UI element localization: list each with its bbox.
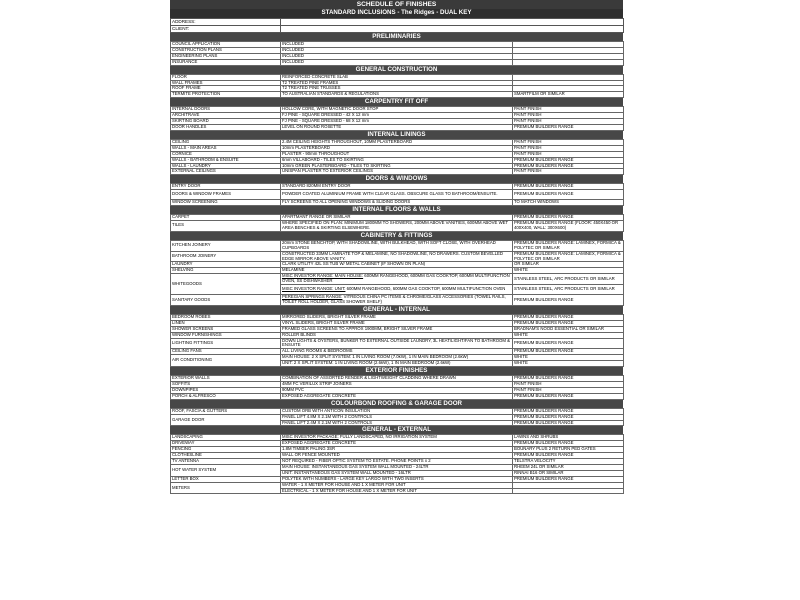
description-cell: ROLLER BLINDS — [281, 332, 513, 338]
finish-cell: PREMIUM BUILDERS RANGE — [513, 163, 624, 169]
table-row — [171, 59, 624, 65]
item-cell: AIR CONDITIONING — [171, 355, 281, 367]
description-cell: UNIT: INSTANTANEOUS GAS SYSTEM WALL MOUNTED - 16LTR — [281, 470, 513, 476]
schedule-sheet — [170, 0, 623, 494]
description-cell: PANEL LIFT 4.8M X 2.1M WITH 2 CONTROLS — [281, 414, 513, 420]
description-cell: MAIN HOUSE: INSTANTANEOUS GAS SYSTEM WALL MOUNTED - 24LTR — [281, 464, 513, 470]
description-cell: 6mm VILLABOARD - TILES TO SKIRTING — [281, 157, 513, 163]
item-cell: COUNCIL APPLICATION — [171, 42, 281, 48]
item-cell: SHOWER SCREENS — [171, 326, 281, 332]
description-rest: FULLY LANDSCAPED, NO IRRIGATION SYSTEM — [338, 434, 437, 440]
finish-cell: PREMIUM BUILDERS RANGE — [513, 190, 624, 200]
finish-cell: PREMIUM BUILDERS RANGE: LAMINEX, FORMICA & POLYTEC OR SIMILAR — [513, 240, 624, 251]
finish-cell: RHEEM 24L OR SIMILAR — [513, 464, 624, 470]
finish-cell: LAWNS AND SHRUBS — [513, 435, 624, 441]
section-header: GENERAL - INTERNAL — [170, 306, 623, 314]
table-row — [171, 124, 624, 130]
finish-cell: OR SIMILAR — [513, 262, 624, 268]
item-cell: TV ANTENNA — [171, 459, 281, 465]
finish-cell — [513, 59, 624, 65]
finish-cell: WHITE — [513, 361, 624, 367]
description-cell: STANDARD 820MM ENTRY DOOR — [281, 184, 513, 190]
table-row — [171, 190, 624, 200]
item-cell: LANDSCAPING — [171, 435, 281, 441]
address-row — [171, 19, 624, 26]
client-row — [171, 26, 624, 33]
client-value[interactable] — [281, 26, 624, 33]
description-cell: 90MM PVC — [281, 387, 513, 393]
item-cell: INSURANCE — [171, 59, 281, 65]
section-header: EXTERIOR FINISHES — [170, 367, 623, 375]
item-cell: ENGINEERING PLANS — [171, 53, 281, 59]
item-cell: FLOOR — [171, 74, 281, 80]
section-header: GENERAL - EXTERNAL — [170, 426, 623, 434]
section-table — [170, 408, 624, 427]
description-cell: CONSTRUCTED 33MM LAMINATE TOP & MELAMINE, NO SHADOWLINE, NO DRAWERS. CUSTOM BEVELLED EDGE MIRROR ABOVE VANITY. — [281, 251, 513, 262]
section-table — [170, 139, 624, 175]
section-table — [170, 375, 624, 400]
table-row — [171, 200, 624, 206]
description-cell: POWDER COATED ALUMINIUM FRAME WITH CLEAR GLASS. OBSCURE GLASS TO BATHROOM/ENSUITE. — [281, 190, 513, 200]
description-cell: ELECTRICAL - 1 X METER FOR HOUSE AND 1 X METER FOR UNIT — [281, 488, 513, 494]
item-cell: DOOR HANDLES — [171, 124, 281, 130]
description-cell: FRAMED GLASS SCREENS TO APPROX 1900MM, BRIGHT SILVER FRAME — [281, 326, 513, 332]
finish-cell: STAINLESS STEEL, ARC PRODUCTS OR SIMILAR — [513, 285, 624, 295]
schedule-title: SCHEDULE OF FINISHES — [170, 0, 623, 9]
description-cell: UNISPAN PLASTER TO EXTERIOR CEILINGS — [281, 169, 513, 175]
description-cell: FJ PINE - SQUARE DRESSED - 42 X 12 mm — [281, 113, 513, 119]
description-cell: WATER - 1 X METER FOR HOUSE AND 1 X METER FOR UNIT — [281, 482, 513, 488]
item-cell: DOORS & WINDOW FRAMES — [171, 190, 281, 200]
section-header: INTERNAL FLOORS & WALLS — [170, 206, 623, 214]
item-cell: CLOTHESLINE — [171, 453, 281, 459]
section-header: INTERNAL LININGS — [170, 131, 623, 139]
finish-cell: PREMIUM BUILDERS RANGE — [513, 414, 624, 420]
description-underlined: PEREGIAN SPRINGS RANGE: — [282, 294, 343, 300]
item-cell: SKIRTING BOARD — [171, 119, 281, 125]
description-cell: MAIN HOUSE: 2 X SPLIT SYSTEM: 1 IN LIVING ROOM (7.0kW), 1 IN MAIN BEDROOM (2.6kW) — [281, 355, 513, 361]
description-cell: 2.4M CEILING HEIGHTS THROUGHOUT, 10MM PLASTERBOARD — [281, 139, 513, 145]
description-cell: NOT REQUIRED - FIBER OPTIC SYSTEM TO ESTATE. PHONE POINTS x 2 — [281, 459, 513, 465]
item-cell: CONSTRUCTION PLANS — [171, 47, 281, 53]
schedule-subtitle: STANDARD INCLUSIONS - The Ridges - DUAL KEY — [170, 9, 623, 18]
finish-cell — [513, 488, 624, 494]
finish-cell: PAINT FINISH — [513, 139, 624, 145]
item-cell: HOT WATER SYSTEM — [171, 464, 281, 476]
item-cell: SOFFITS — [171, 381, 281, 387]
item-cell: LAUNDRY — [171, 262, 281, 268]
item-cell: CEILING FANS — [171, 349, 281, 355]
finish-cell: PREMIUM BUILDERS RANGE — [513, 408, 624, 414]
client-label: CLIENT: — [171, 26, 281, 33]
item-cell: WALLS - BATHROOM & ENSUITE — [171, 157, 281, 163]
description-rest: VITREOUS CHINA PC ITEMS & CHROME/GLASS ACCESSORIES (TOWEL RAILS, TOILET ROLL HOLDER, GLASS SHOWER SHELF) — [282, 294, 506, 304]
description-cell: FLY SCREENS TO ALL OPENING WINDOWS & SLIDING DOORS — [281, 200, 513, 206]
finish-cell: PREMIUM BUILDERS RANGE — [513, 184, 624, 190]
finish-cell: BRADNAM'S NOOD ESSENTIAL OR SIMILAR — [513, 326, 624, 332]
description-cell: CUSTOM ORB WITH ANTICON INSULATION — [281, 408, 513, 414]
finish-cell: WHITE — [513, 268, 624, 274]
table-row — [171, 274, 624, 285]
description-cell: INCLUDED — [281, 42, 513, 48]
table-row — [171, 251, 624, 262]
finish-cell: RINNAI B16 OR SIMILAR — [513, 470, 624, 476]
description-cell: INCLUDED — [281, 59, 513, 65]
finish-cell: PREMIUM BUILDERS RANGE — [513, 157, 624, 163]
finish-cell: SMARTFILM OR SIMILAR — [513, 92, 624, 98]
description-cell: MELAMINE — [281, 268, 513, 274]
finish-cell: PREMIUM BUILDERS RANGE — [513, 393, 624, 399]
table-row — [171, 240, 624, 251]
finish-cell: PREMIUM BUILDERS RANGE — [513, 420, 624, 426]
item-cell: LETTER BOX — [171, 476, 281, 482]
description-cell — [281, 285, 513, 295]
table-row — [171, 338, 624, 349]
table-row — [171, 464, 624, 470]
description-cell: REINFORCED CONCRETE SLAB — [281, 74, 513, 80]
finish-cell: WHITE — [513, 355, 624, 361]
finish-cell: PREMIUM BUILDERS RANGE — [513, 453, 624, 459]
finish-cell: PREMIUM BUILDERS RANGE — [513, 376, 624, 382]
description-rest: 600MM RANGEHOOD, 600MM GAS COOKTOP, 600MM MULTIFUNCTION OVEN, SS DISHWASHER — [282, 273, 510, 284]
item-cell: WINDOW FURNISHINGS — [171, 332, 281, 338]
description-cell: PANEL LIFT 2.4M X 2.1M WITH 2 CONTROLS — [281, 420, 513, 426]
finish-cell: PAINT FINISH — [513, 151, 624, 157]
finish-cell: PREMIUM BUILDERS RANGE — [513, 124, 624, 130]
description-cell: MIRRORED SLIDERS, BRIGHT SILVER FRAME — [281, 314, 513, 320]
description-cell: POLYTEK WITH NUMBERS - LARGE KEY LARGO WITH TWO INSERTS — [281, 476, 513, 482]
description-cell: INCLUDED — [281, 47, 513, 53]
item-cell: CORNICE — [171, 151, 281, 157]
section-header: COLOURBOND ROOFING & GARAGE DOOR — [170, 400, 623, 408]
address-value[interactable] — [281, 19, 624, 26]
description-cell: CLARK UTILITY 42L SS TUB W/ METAL CABINET (IF SHOWN ON PLAN) — [281, 262, 513, 268]
item-cell: FENCING — [171, 447, 281, 453]
item-cell: DRIVEWAY — [171, 441, 281, 447]
item-cell: SHELVING — [171, 268, 281, 274]
finish-cell: PAINT FINISH — [513, 113, 624, 119]
finish-cell: PREMIUM BUILDERS RANGE — [513, 338, 624, 349]
description-cell: T2 TREATED PINE FRAMES — [281, 80, 513, 86]
finish-cell: PREMIUM BUILDERS RANGE — [513, 349, 624, 355]
item-cell: BATHROOM JOINERY — [171, 251, 281, 262]
item-cell: EXTERNAL CEILINGS — [171, 169, 281, 175]
section-table — [170, 74, 624, 99]
description-cell: LEVEL ON ROUND ROSETTE — [281, 124, 513, 130]
address-label: ADDRESS: — [171, 19, 281, 26]
item-cell: ROOF, FASCIA & GUTTERS — [171, 408, 281, 414]
description-cell: T2 TREATED PINE TRUSSES — [281, 86, 513, 92]
item-cell: PORCH & ALFRESCO — [171, 393, 281, 399]
section-table — [170, 240, 624, 306]
description-cell: EXPOSED AGGREGATE CONCRETE — [281, 441, 513, 447]
description-cell: COMBINATION OF ASSORTED RENDER & LIGHTWEIGHT CLADDING WHERE DRAWN — [281, 376, 513, 382]
description-cell: 10mm GREEN PLASTERBOARD - TILES TO SKIRTING — [281, 163, 513, 169]
description-cell — [281, 295, 513, 306]
table-row — [171, 92, 624, 98]
item-cell: LIGHTING FITTINGS — [171, 338, 281, 349]
description-cell: INCLUDED — [281, 53, 513, 59]
item-cell: TILES — [171, 221, 281, 232]
description-underlined: MISC INVESTOR RANGE: UNIT: — [282, 286, 346, 292]
section-table — [170, 41, 624, 66]
item-cell: DOWNPIPES — [171, 387, 281, 393]
item-cell: WALL FRAMES — [171, 80, 281, 86]
finish-cell: BOUNARY PLUS 2 RETURN PED GATES — [513, 447, 624, 453]
item-cell: CARPET — [171, 215, 281, 221]
section-table — [170, 434, 624, 494]
table-row — [171, 221, 624, 232]
item-cell: INTERNAL DOORS — [171, 107, 281, 113]
item-cell: WALLS - LAUNDRY — [171, 163, 281, 169]
description-cell: EXPOSED AGGREGATE CONCRETE — [281, 393, 513, 399]
description-cell: WALL OR FENCE MOUNTED — [281, 453, 513, 459]
description-underlined: MISC INVESTOR PACKAGE: — [282, 434, 339, 440]
meta-table — [170, 18, 624, 33]
item-cell: SANITARY GOODS — [171, 295, 281, 306]
table-row — [171, 169, 624, 175]
description-rest: 600MM RANGEHOOD, 600MM GAS COOKTOP, 600MM MULTIFUNCTION OVEN — [345, 286, 506, 292]
item-cell: BEDROOM ROBES — [171, 314, 281, 320]
finish-cell: PAINT FINISH — [513, 107, 624, 113]
section-header: CABINETRY & FITTINGS — [170, 232, 623, 240]
item-cell: WALLS - MAIN AREAS — [171, 145, 281, 151]
finish-cell: PAINT FINISH — [513, 387, 624, 393]
description-underlined: MISC INVESTOR RANGE: MAIN HOUSE: — [282, 273, 364, 279]
item-cell: WHITEGOODS — [171, 274, 281, 295]
description-cell: DOWN LIGHTS & OYSTERS, BUNKER TO EXTERNAL OUTSIDE LAUNDRY, 3L HEAT/LIGHT/FAN TO BATHROOM & ENSUITE — [281, 338, 513, 349]
description-cell: ALL LIVING ROOMS & BEDROOMS — [281, 349, 513, 355]
finish-cell: STAINLESS STEEL, ARC PRODUCTS OR SIMILAR — [513, 274, 624, 285]
finish-cell: PREMIUM BUILDERS RANGE — [513, 215, 624, 221]
finish-cell: PAINT FINISH — [513, 169, 624, 175]
finish-cell: PREMIUM BUILDERS RANGE — [513, 295, 624, 306]
item-cell: WINDOW SCREENING — [171, 200, 281, 206]
description-cell: 4MM FC VERILUX STRIP JOINERS — [281, 381, 513, 387]
finish-cell: TELSTRA VELOCITY — [513, 459, 624, 465]
finish-cell: PAINT FINISH — [513, 381, 624, 387]
description-cell: PLASTER - 90mm THROUGHOUT — [281, 151, 513, 157]
sections-container — [170, 33, 623, 494]
finish-cell: WHITE — [513, 332, 624, 338]
item-cell: CEILING — [171, 139, 281, 145]
description-cell: WHERE SPECIFIED ON PLAN: MINIMUM 1800MM TO SHOWERS, 200MM ABOVE VANITIES, 600MM ABOVE WET AREA BENCHES & SKIRTING ELSEWHERE. — [281, 221, 513, 232]
finish-cell: PREMIUM BUILDERS RANGE — [513, 441, 624, 447]
description-cell: APARTMANT RANGE OR SIMILAR — [281, 215, 513, 221]
description-cell: HOLLOW CORE, WITH MAGNETIC DOOR STOP — [281, 107, 513, 113]
description-cell: UNIT: 2 X SPLIT SYSTEM: 1 IN LIVING ROOM (2.6kW), 1 IN MAIN BEDROOM (2.6kW) — [281, 361, 513, 367]
item-cell: ARCHITRAVE — [171, 113, 281, 119]
section-header: GENERAL CONSTRUCTION — [170, 66, 623, 74]
item-cell: METERS — [171, 482, 281, 494]
description-cell: 1.8M TIMBER PALING 3SR — [281, 447, 513, 453]
description-cell: 10mm PLASTERBOARD — [281, 145, 513, 151]
finish-cell: PREMIUM BUILDERS RANGE (FLOOR: 450X450 OR 400X400, WALL: 300X600) — [513, 221, 624, 232]
finish-cell: PAINT FINISH — [513, 145, 624, 151]
description-cell — [281, 274, 513, 285]
description-cell: 20mm STONE BENCHTOP, WITH SHADOWLINE, WITH BULKHEAD, WITH SOFT CLOSE, WITH OVERHEAD CUPBOARDS — [281, 240, 513, 251]
section-table — [170, 314, 624, 367]
section-table — [170, 214, 624, 232]
table-row — [171, 393, 624, 399]
finish-cell: TO MATCH WINDOWS — [513, 200, 624, 206]
item-cell: LINEN — [171, 320, 281, 326]
section-header: PRELIMINARIES — [170, 33, 623, 41]
finish-cell: PREMIUM BUILDERS RANGE — [513, 320, 624, 326]
section-table — [170, 106, 624, 131]
item-cell: ROOF FRAME — [171, 86, 281, 92]
section-header: CARPENTRY FIT OFF — [170, 98, 623, 106]
item-cell: ENTRY DOOR — [171, 184, 281, 190]
finish-cell: PREMIUM BUILDERS RANGE: LAMINEX, FORMICA & POLYTEC OR SIMILAR — [513, 251, 624, 262]
description-cell: FJ PINE - SQUARE DRESSED - 68 X 12 mm — [281, 119, 513, 125]
item-cell: TERMITE PROTECTION — [171, 92, 281, 98]
table-row — [171, 295, 624, 306]
section-header: DOORS & WINDOWS — [170, 175, 623, 183]
item-cell: KITCHEN JOINERY — [171, 240, 281, 251]
item-cell: GARAGE DOOR — [171, 414, 281, 426]
section-table — [170, 183, 624, 206]
finish-cell: PREMIUM BUILDERS RANGE — [513, 314, 624, 320]
description-cell: TO AUSTRALIAN STANDARDS & REGULATIONS — [281, 92, 513, 98]
finish-cell: PAINT FINISH — [513, 119, 624, 125]
description-cell: VINYL SLIDERS, BRIGHT SILVER FRAME — [281, 320, 513, 326]
item-cell: EXTERIOR WALLS — [171, 376, 281, 382]
finish-cell: PREMIUM BUILDERS RANGE — [513, 476, 624, 482]
